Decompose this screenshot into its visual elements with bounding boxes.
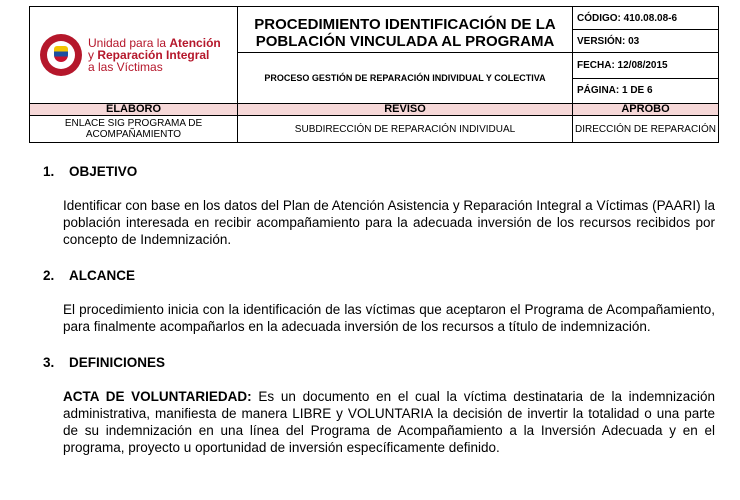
definition-acta-de-voluntariedad bbox=[63, 388, 715, 456]
logo-cell bbox=[30, 7, 238, 104]
procedure-title: PROCEDIMIENTO IDENTIFICACIÓN DE LA POBLACIÓN VINCULADA AL PROGRAMA bbox=[254, 15, 556, 50]
section-heading-definiciones: 3. DEFINICIONES bbox=[43, 355, 166, 370]
reviso-label: REVISO bbox=[238, 104, 573, 116]
elaboro-label: ELABORO bbox=[30, 104, 238, 116]
aprobo-label: APROBO bbox=[573, 104, 719, 116]
codigo-field: CÓDIGO: 410.08.08-6 bbox=[573, 7, 719, 30]
process-name-cell bbox=[238, 53, 573, 104]
definition-term: ACTA DE VOLUNTARIEDAD: bbox=[63, 389, 252, 404]
version-field: VERSIÓN: 03 bbox=[573, 30, 719, 53]
definition-text: Es un documento en el cual la víctima destinataria de la indemnización administrativa, manifiesta de manera LIBRE y VOLUNTARIA la decisión de invertir la totalidad o una parte de su indemnización en una línea del Programa de Acompañamiento a la Inversión Adecuada y en el programa, proyecto u oportunidad de inversión específicamente definido. bbox=[63, 389, 715, 455]
document-header bbox=[29, 6, 719, 143]
procedure-title-cell bbox=[238, 7, 573, 53]
document-body bbox=[43, 163, 715, 456]
coat-of-arms-icon bbox=[40, 34, 82, 76]
section-text-alcance: El procedimiento inicia con la identificación de las víctimas que aceptaron el Programa de Acompañamiento, para finalmente acompañarlos en la adecuada inversión de los recursos a título de indemnización. bbox=[63, 302, 715, 334]
section-heading-objetivo: 1. OBJETIVO bbox=[43, 164, 138, 179]
aprobo-value: DIRECCIÓN DE REPARACIÓN bbox=[573, 116, 719, 143]
process-name: PROCESO GESTIÓN DE REPARACIÓN INDIVIDUAL Y COLECTIVA bbox=[264, 73, 546, 83]
elaboro-value: ENLACE SIG PROGRAMA DE ACOMPAÑAMIENTO bbox=[30, 116, 238, 143]
reviso-value: SUBDIRECCIÓN DE REPARACIÓN INDIVIDUAL bbox=[238, 116, 573, 143]
section-heading-alcance: 2. ALCANCE bbox=[43, 268, 135, 283]
fecha-field: FECHA: 12/08/2015 bbox=[573, 53, 719, 79]
institution-logo: Unidad para la Atención y Reparación Integral a las Víctimas bbox=[88, 36, 221, 74]
pagina-field: PÁGINA: 1 DE 6 bbox=[573, 78, 719, 104]
section-text-objetivo: Identificar con base en los datos del Plan de Atención Asistencia y Reparación Integral a Víctimas (PAARI) la población interesada en recibir acompañamiento para la adecuada inversión de los recursos recibidos por concepto de Indemnización. bbox=[63, 198, 715, 247]
